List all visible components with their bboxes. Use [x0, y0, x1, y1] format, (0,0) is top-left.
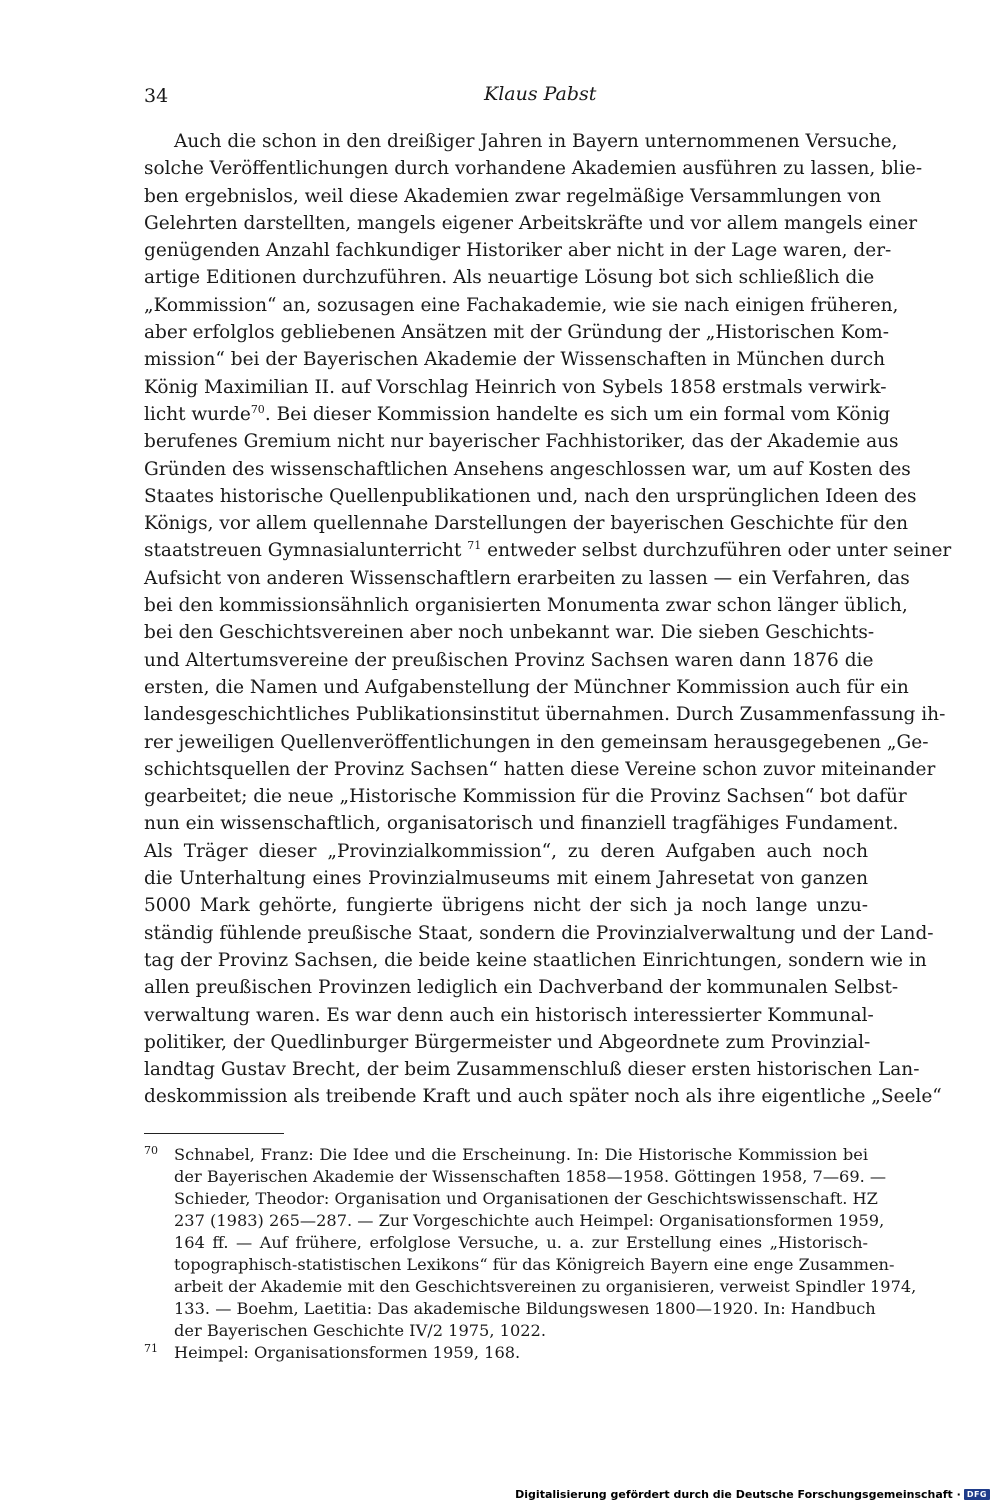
body-line: nun ein wissenschaftlich, organisatorisch und finanziell tragfähiges Fundament. — [144, 813, 899, 835]
body-line: tag der Provinz Sachsen, die beide keine staatlichen Einrichtungen, sondern wie in — [144, 949, 927, 971]
body-line-text: staatstreuen Gymnasialunterricht — [144, 540, 462, 562]
footnote-line: topographisch-statistischen Lexikons“ für das Königreich Bayern eine enge Zusammen- — [174, 1255, 895, 1274]
body-line — [144, 401, 891, 428]
body-text — [144, 128, 952, 1111]
footnote-rule — [144, 1133, 284, 1134]
body-line-text: licht wurde — [144, 403, 251, 425]
footnote-line: der Bayerischen Geschichte IV/2 1975, 1022. — [174, 1321, 546, 1340]
body-line: landtag Gustav Brecht, der beim Zusammenschluß dieser ersten historischen Lan- — [144, 1059, 920, 1081]
body-line: verwaltung waren. Es war denn auch ein historisch interessierter Kommunal- — [144, 1004, 874, 1026]
body-line: politiker, der Quedlinburger Bürgermeister und Abgeordnete zum Provinzial- — [144, 1031, 871, 1053]
body-line: genügenden Anzahl fachkundiger Historiker aber nicht in der Lage waren, der- — [144, 240, 892, 262]
body-line: mission“ bei der Bayerischen Akademie der Wissenschaften in München durch — [144, 349, 886, 371]
footnote-ref[interactable]: 71 — [467, 539, 482, 553]
footnote-line: Schieder, Theodor: Organisation und Organisationen der Geschichtswissenschaft. HZ — [174, 1189, 878, 1208]
body-line: Aufsicht von anderen Wissenschaftlern erarbeiten zu lassen — ein Verfahren, das — [144, 567, 910, 589]
body-line: landesgeschichtliches Publikationsinstitut übernahmen. Durch Zusammenfassung ih- — [144, 704, 946, 726]
footnotes — [144, 1144, 917, 1364]
body-line: aber erfolglos gebliebenen Ansätzen mit der Gründung der „Historischen Kom- — [144, 322, 889, 344]
running-head: Klaus Pabst — [484, 83, 597, 105]
footnote-line: 237 (1983) 265—287. — Zur Vorgeschichte auch Heimpel: Organisationsformen 1959, — [174, 1211, 885, 1230]
footnote-line: Schnabel, Franz: Die Idee und die Erscheinung. In: Die Historische Kommission bei — [174, 1145, 868, 1164]
footnote-number: 71 — [144, 1342, 158, 1355]
body-line: ben ergebnislos, weil diese Akademien zwar regelmäßige Versammlungen von — [144, 185, 882, 207]
body-line: und Altertumsvereine der preußischen Provinz Sachsen waren dann 1876 die — [144, 649, 874, 671]
footnote-line: arbeit der Akademie mit den Geschichtsvereinen zu organisieren, verweist Spindler 1974, — [174, 1277, 917, 1296]
body-line-text: entweder selbst durchzuführen oder unter seiner — [481, 540, 952, 562]
footnote-line: 133. — Boehm, Laetitia: Das akademische Bildungswesen 1800—1920. In: Handbuch — [174, 1299, 876, 1318]
body-line: Königs, vor allem quellennahe Darstellungen der bayerischen Geschichte für den — [144, 513, 909, 535]
footnote-70 — [144, 1144, 917, 1342]
body-line — [144, 537, 952, 564]
body-line: artige Editionen durchzuführen. Als neuartige Lösung bot sich schließlich die — [144, 267, 875, 289]
body-line: Gründen des wissenschaftlichen Ansehens angeschlossen war, um auf Kosten des — [144, 458, 911, 480]
body-line: schichtsquellen der Provinz Sachsen“ hatten diese Vereine schon zuvor miteinander — [144, 758, 936, 780]
digitization-footer — [515, 1488, 990, 1501]
body-line: die Unterhaltung eines Provinzialmuseums mit einem Jahresetat von ganzen — [144, 868, 868, 890]
body-line: solche Veröffentlichungen durch vorhandene Akademien ausführen zu lassen, blie- — [144, 158, 923, 180]
body-line: Staates historische Quellenpublikationen und, nach den ursprünglichen Ideen des — [144, 485, 917, 507]
body-line: Gelehrten darstellten, mangels eigener Arbeitskräfte und vor allem mangels einer — [144, 212, 918, 234]
body-line: rer jeweiligen Quellenveröffentlichungen in den gemeinsam herausgegebenen „Ge- — [144, 731, 929, 753]
body-line: 5000 Mark gehörte, fungierte übrigens nicht der sich ja noch lange unzu- — [144, 895, 868, 917]
page-number: 34 — [144, 85, 169, 107]
footnote-number: 70 — [144, 1144, 158, 1157]
footnote-71 — [144, 1342, 868, 1364]
body-line: „Kommission“ an, sozusagen eine Fachakademie, wie sie nach einigen früheren, — [144, 294, 899, 316]
dfg-logo: DFG — [964, 1489, 990, 1500]
body-line: allen preußischen Provinzen lediglich ein Dachverband der kommunalen Selbst- — [144, 977, 899, 999]
body-line: bei den Geschichtsvereinen aber noch unbekannt war. Die sieben Geschichts- — [144, 622, 875, 644]
body-line-text: . Bei dieser Kommission handelte es sich um ein formal vom König — [264, 403, 891, 425]
body-line: Als Träger dieser „Provinzialkommission“, zu deren Aufgaben auch noch — [144, 840, 868, 862]
body-line: berufenes Gremium nicht nur bayerischer Fachhistoriker, das der Akademie aus — [144, 431, 899, 453]
body-line: deskommission als treibende Kraft und auch später noch als ihre eigentliche „Seele“ — [144, 1086, 942, 1108]
body-line: gearbeitet; die neue „Historische Kommission für die Provinz Sachsen“ bot dafür — [144, 786, 907, 808]
footer-text: Digitalisierung gefördert durch die Deutsche Forschungsgemeinschaft · — [515, 1488, 961, 1501]
body-line: ständig fühlende preußische Staat, sondern die Provinzialverwaltung und der Land- — [144, 922, 934, 944]
footnote-ref[interactable]: 70 — [250, 402, 265, 416]
footnote-line: 164 ff. — Auf frühere, erfolglose Versuche, u. a. zur Erstellung eines „Historisch- — [174, 1233, 868, 1252]
footnote-line: der Bayerischen Akademie der Wissenschaften 1858—1958. Göttingen 1958, 7—69. — — [174, 1167, 887, 1186]
body-line: bei den kommissionsähnlich organisierten Monumenta zwar schon länger üblich, — [144, 595, 908, 617]
body-line: Auch die schon in den dreißiger Jahren in Bayern unternommenen Versuche, — [174, 131, 898, 152]
body-line: König Maximilian II. auf Vorschlag Heinrich von Sybels 1858 erstmals verwirk- — [144, 376, 887, 398]
footnote-line: Heimpel: Organisationsformen 1959, 168. — [174, 1343, 521, 1362]
body-line: ersten, die Namen und Aufgabenstellung der Münchner Kommission auch für ein — [144, 676, 909, 698]
